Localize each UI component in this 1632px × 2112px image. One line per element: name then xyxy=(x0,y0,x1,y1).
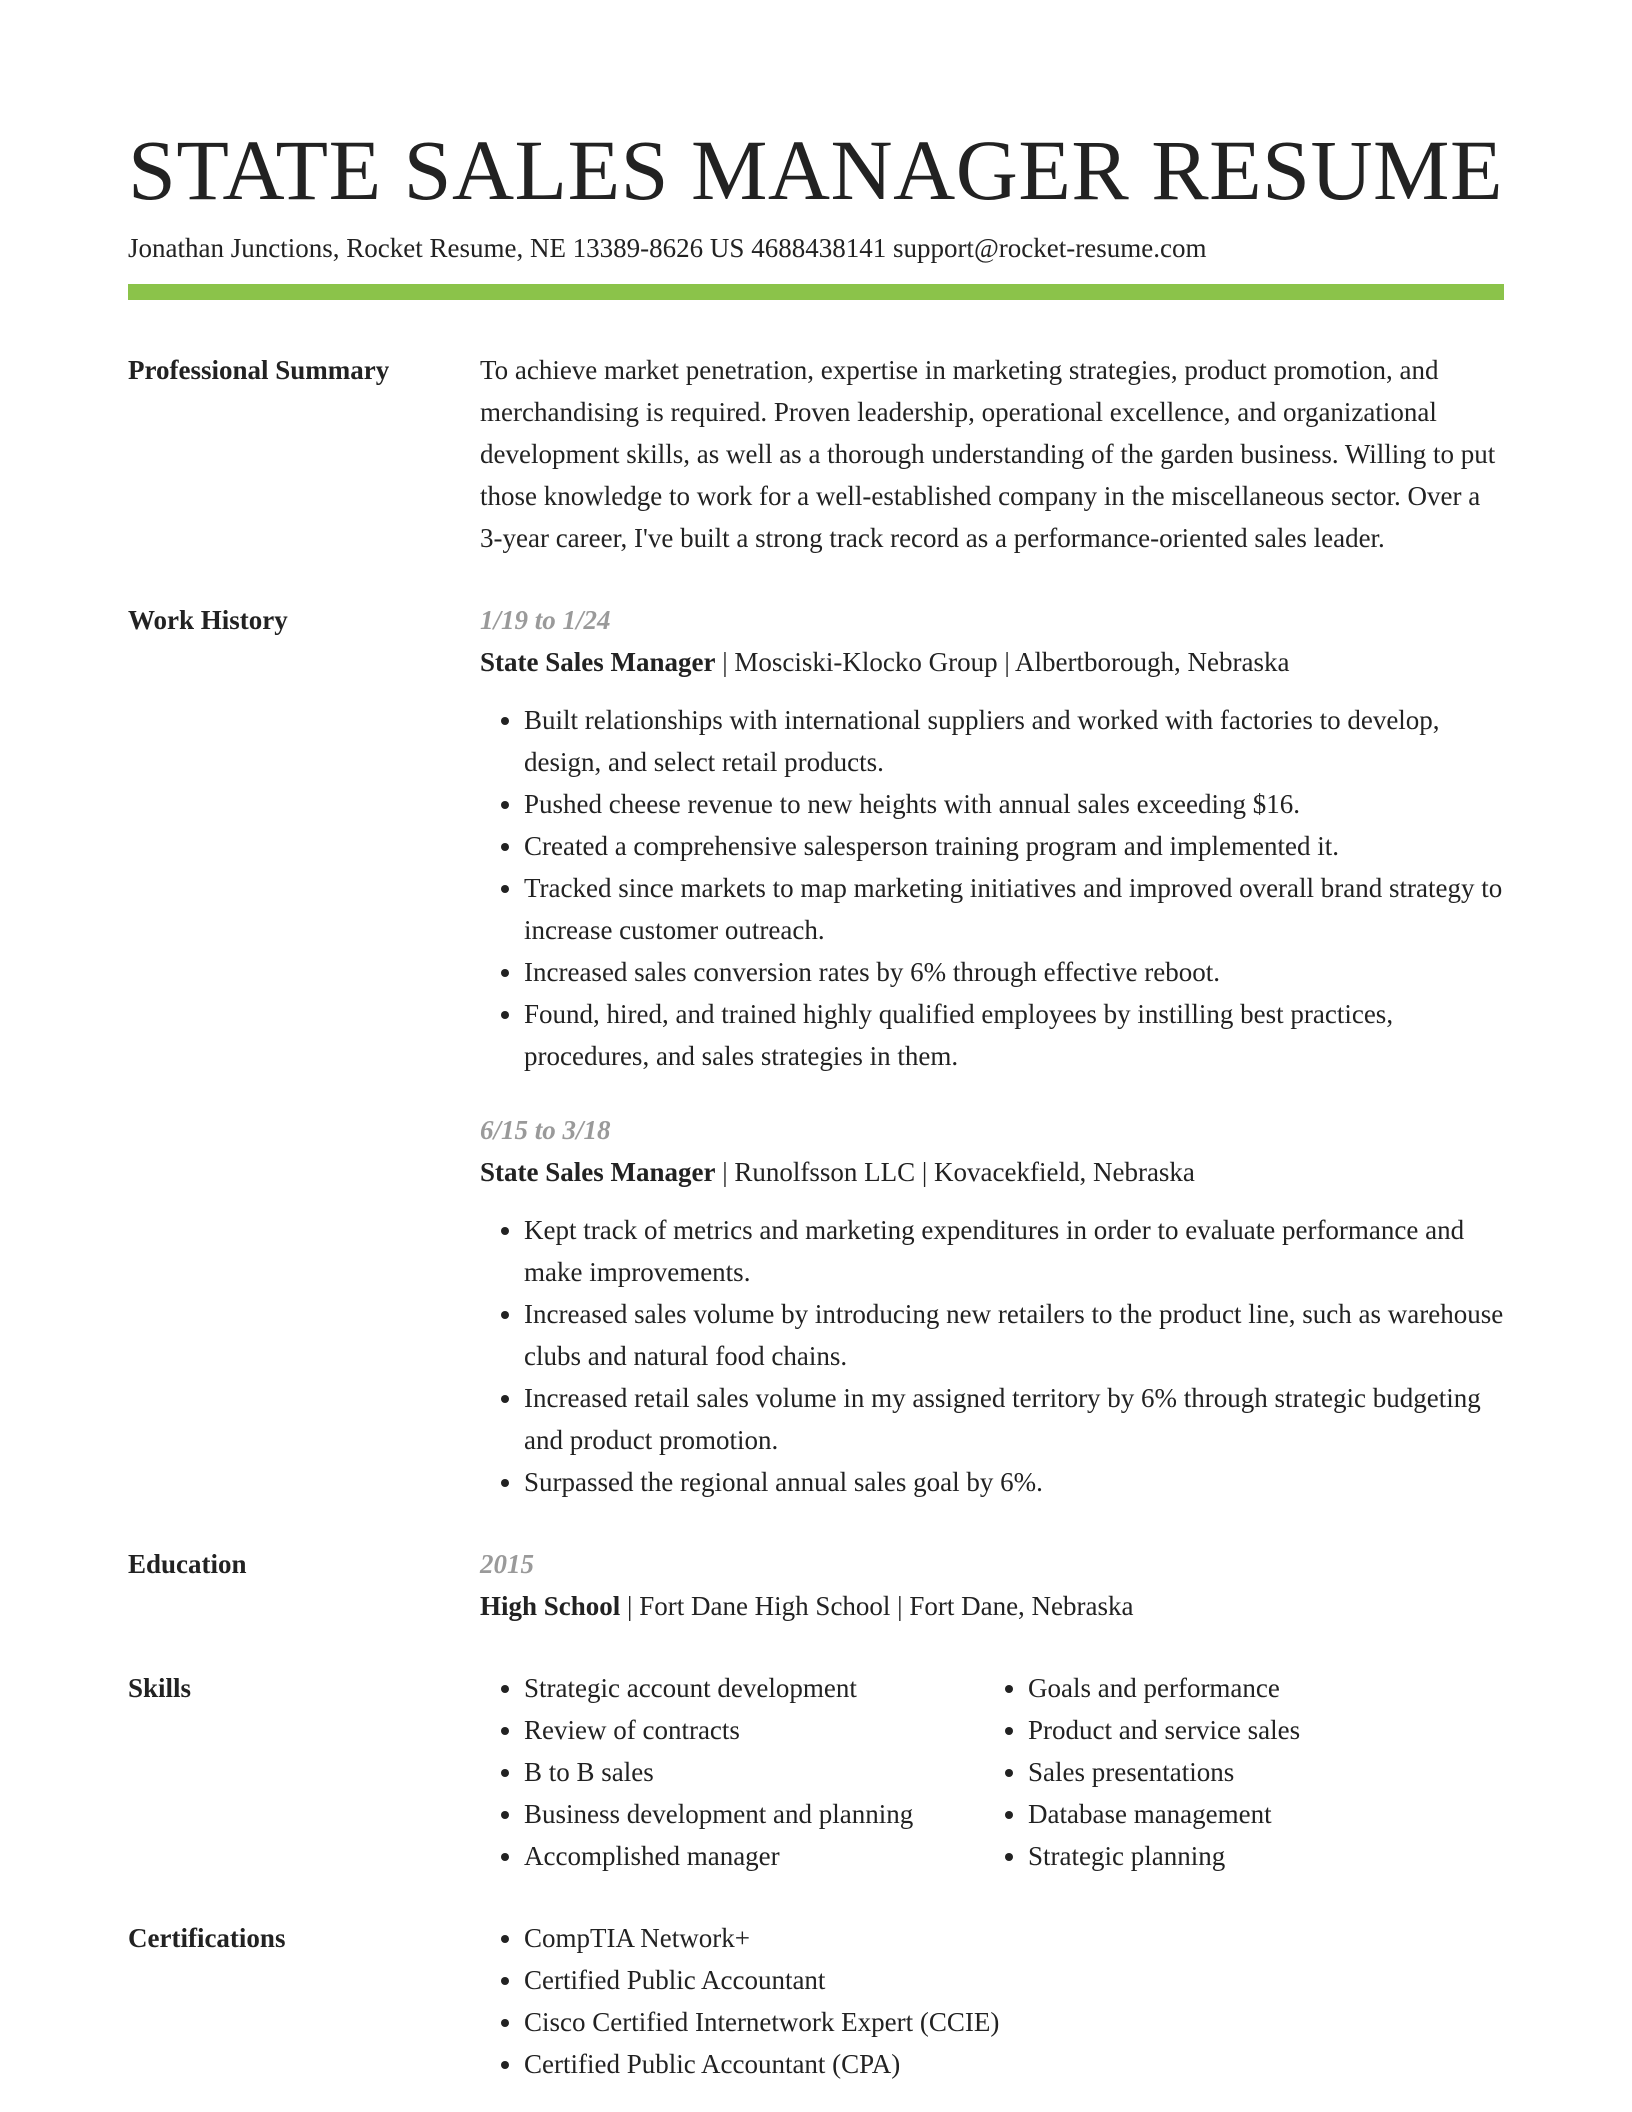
job-bullet: • Created a comprehensive salesperson training program and implemented it. xyxy=(524,825,1504,867)
job-bullet: • Increased retail sales volume in my assigned territory by 6% through strategic budgeting and product promotion. xyxy=(524,1377,1504,1461)
job-bullet: • Pushed cheese revenue to new heights with annual sales exceeding $16. xyxy=(524,783,1504,825)
job-dates: 6/15 to 3/18 xyxy=(480,1115,611,1145)
job-bullet: • Surpassed the regional annual sales goal by 6%. xyxy=(524,1461,1504,1503)
education-details: | Fort Dane High School | Fort Dane, Nebraska xyxy=(620,1591,1134,1621)
certification-item: • Certified Public Accountant xyxy=(524,1959,1504,2001)
skill-item: • Sales presentations xyxy=(1028,1751,1300,1793)
job-bullet: • Increased sales volume by introducing new retailers to the product line, such as warehouse clubs and natural food chains. xyxy=(524,1293,1504,1377)
job-bullet: • Found, hired, and trained highly qualified employees by instilling best practices, procedures, and sales strategies in them. xyxy=(524,993,1504,1077)
skill-item: • Product and service sales xyxy=(1028,1709,1300,1751)
education-label: Education xyxy=(128,1549,247,1579)
contact-line: Jonathan Junctions, Rocket Resume, NE 13389-8626 US 4688438141 support@rocket-resume.com xyxy=(128,233,1207,263)
job-dates: 1/19 to 1/24 xyxy=(480,605,611,635)
skills-list-right xyxy=(984,1667,1300,1877)
certification-item: • Cisco Certified Internetwork Expert (CCIE) xyxy=(524,2001,1504,2043)
skills-section xyxy=(128,1667,1504,1877)
skill-item: • B to B sales xyxy=(524,1751,984,1793)
education-year: 2015 xyxy=(480,1549,534,1579)
summary-label: Professional Summary xyxy=(128,355,390,385)
page-title: STATE SALES MANAGER RESUME xyxy=(128,122,1504,218)
education-line xyxy=(480,1585,1504,1627)
skill-item: • Strategic account development xyxy=(524,1667,984,1709)
certifications-section xyxy=(128,1917,1504,2085)
skill-item: • Business development and planning xyxy=(524,1793,984,1835)
skills-label: Skills xyxy=(128,1673,192,1703)
work-history-section xyxy=(128,599,1504,1503)
skill-item: • Review of contracts xyxy=(524,1709,984,1751)
job-title: State Sales Manager xyxy=(480,647,716,677)
certifications-list xyxy=(480,1917,1504,2085)
resume-page xyxy=(128,120,1504,2085)
job-bullet: • Increased sales conversion rates by 6% through effective reboot. xyxy=(524,951,1504,993)
skills-columns xyxy=(480,1667,1504,1877)
certifications-label: Certifications xyxy=(128,1923,286,1953)
job-role-line xyxy=(480,641,1504,683)
summary-section xyxy=(128,349,1504,559)
job-entry xyxy=(480,599,1504,1077)
skill-item: • Strategic planning xyxy=(1028,1835,1300,1877)
job-bullet: • Built relationships with international suppliers and worked with factories to develop, design, and select retail products. xyxy=(524,699,1504,783)
job-bullets xyxy=(480,699,1504,1077)
job-title: State Sales Manager xyxy=(480,1157,716,1187)
job-entry xyxy=(480,1109,1504,1503)
skill-item: • Accomplished manager xyxy=(524,1835,984,1877)
certification-item: • Certified Public Accountant (CPA) xyxy=(524,2043,1504,2085)
education-section xyxy=(128,1543,1504,1627)
job-details: | Mosciski-Klocko Group | Albertborough, Nebraska xyxy=(715,647,1290,677)
work-history-label: Work History xyxy=(128,605,288,635)
job-bullet: • Tracked since markets to map marketing initiatives and improved overall brand strategy to increase customer outreach. xyxy=(524,867,1504,951)
job-bullets xyxy=(480,1209,1504,1503)
accent-divider xyxy=(128,284,1504,300)
job-bullet: • Kept track of metrics and marketing expenditures in order to evaluate performance and make improvements. xyxy=(524,1209,1504,1293)
skills-list-left xyxy=(480,1667,984,1877)
skill-item: • Goals and performance xyxy=(1028,1667,1300,1709)
certification-item: • CompTIA Network+ xyxy=(524,1917,1504,1959)
education-degree: High School xyxy=(480,1591,621,1621)
summary-text: To achieve market penetration, expertise in marketing strategies, product promotion, and merchandising is required. Proven leadership, operational excellence, and organizational development skills, as well as a thorough understanding of the garden business. Willing to put those knowledge to work for a well-established company in the miscellaneous sector. Over a 3-year career, I've built a strong track record as a performance-oriented sales leader. xyxy=(480,355,1496,553)
job-role-line xyxy=(480,1151,1504,1193)
job-details: | Runolfsson LLC | Kovacekfield, Nebraska xyxy=(715,1157,1195,1187)
skill-item: • Database management xyxy=(1028,1793,1300,1835)
